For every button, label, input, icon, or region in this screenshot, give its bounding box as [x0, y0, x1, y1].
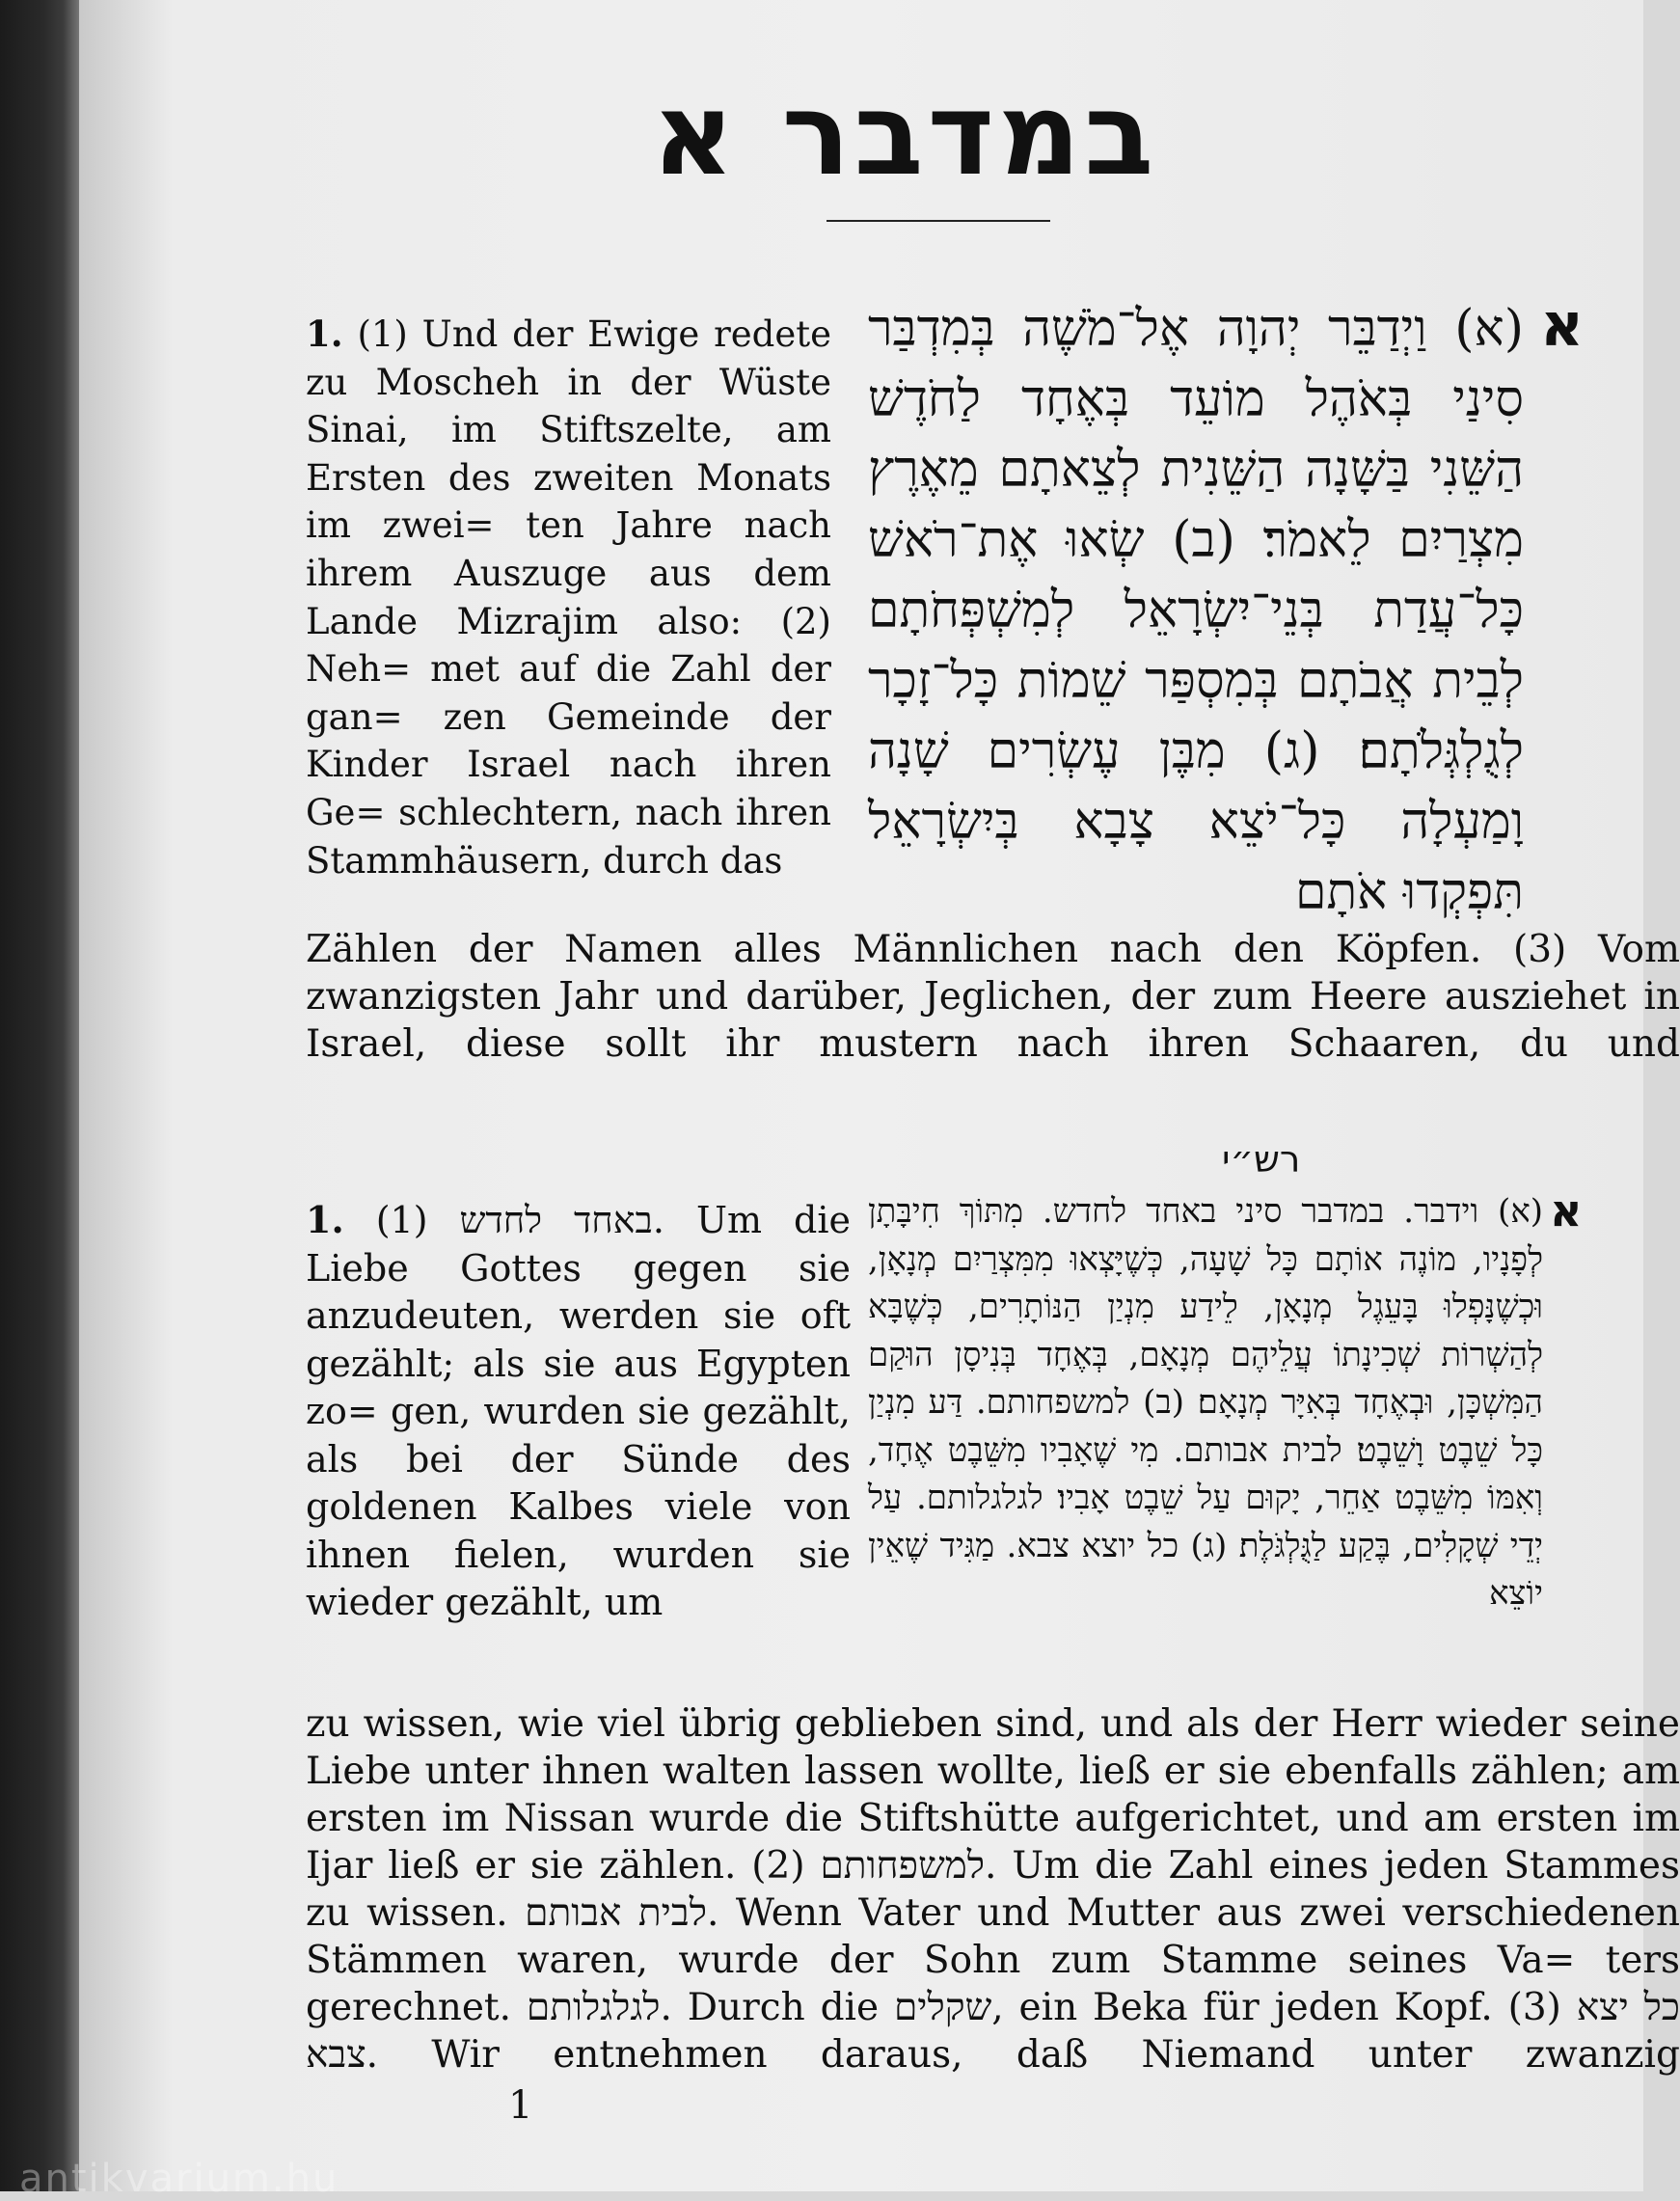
- rashi-german-text: (1) באחד לחדש. Um die Liebe Gottes gegen sie anzudeuten, werden sie oft gezählt; als sie aus Egypten zo= gen, wurden sie gezählt, als bei der Sünde des goldenen Kalbes viele von ihnen fielen, wurden sie wieder gezählt, um: [306, 1199, 852, 1623]
- page-number: 1: [508, 2083, 533, 2128]
- book-spine: [0, 0, 79, 2191]
- page-title: במדבר א: [651, 68, 1158, 201]
- rashi-heading: רש״י: [1222, 1138, 1301, 1181]
- rashi-german-continuation: zu wissen, wie viel übrig geblieben sind, und als der Herr wieder seine Liebe unter ihnen walten lassen wollte, ließ er sie ebenfalls zählen; am ersten im Nissan wurde die Stiftshütte aufgerichtet, und am ersten im Ijar ließ er sie zählen. (2) למשפחותם. Um die Zahl eines jeden Stammes zu wissen. לבית אבותם. Wenn Vater und Mutter aus zwei verschiedenen Stämmen waren, wurde der Sohn zum Stamme seines Va= ters gerechnet. לגלגלותם. Durch die שקלים, ein Beka für jeden Kopf. (3) כל יצא צבא. Wir entnehmen daraus, daß Niemand unter zwanzig: [306, 1702, 1680, 2077]
- rashi-verse-number: 1.: [306, 1198, 344, 1241]
- german-translation-column: [306, 311, 831, 884]
- book-page: [79, 0, 1680, 2191]
- watermark: antikvarium.hu: [19, 2157, 339, 2201]
- rashi-german-column: [306, 1196, 851, 1627]
- rashi-hebrew-commentary: (א) וידבר. במדבר סיני באחד לחדש. מִתּוֹךְ חִיבָּתָן לְפָנָיו, מוֹנֶה אוֹתָם כָּל שָׁעָה, כְּשֶׁיָּצְאוּ מִמִּצְרַיִם מְנָאָן, וּכְשֶׁנָּפְלוּ בָּעֵגֶל מְנָאָן, לֵידַע מִנְיַן הַנּוֹתָרִים, כְּשֶׁבָּא לְהַשְׁרוֹת שְׁכִינָתוֹ עֲלֵיהֶם מְנָאָם, בְּאֶחָד בְּנִיסָן הוּקַם הַמִּשְׁכָּן, וּבְאֶחָד בְּאִיָּר מְנָאָם׃ (ב) למשפחותם. דַּע מִנְיַן כָּל שֵׁבֶט וָשֵׁבֶט׃ לבית אבותם. מִי שֶׁאָבִיו מִשֵּׁבֶט אֶחָד, וְאִמּוֹ מִשֵּׁבֶט אַחֵר, יָקוּם עַל שֵׁבֶט אָבִיו׃ לגלגלותם. עַל יְדֵי שְׁקָלִים, בֶּקַע לַגֻּלְגֹּלֶת׃ (ג) כל יוצא צבא. מַגִּיד שֶׁאֵין יוֹצֵא: [868, 1192, 1543, 1613]
- hebrew-scripture-text: (א) וַיְדַבֵּר יְהוָה אֶל־מֹשֶׁה בְּמִדְבַּר סִינַי בְּאֹהֶל מוֹעֵד בְּאֶחָד לַחֹדֶשׁ הַשֵּׁנִי בַּשָּׁנָה הַשֵּׁנִית לְצֵאתָם מֵאֶרֶץ מִצְרַיִם לֵאמֹר׃ (ב) שְׂאוּ אֶת־רֹאשׁ כָּל־עֲדַת בְּנֵי־יִשְׂרָאֵל לְמִשְׁפְּחֹתָם לְבֵית אֲבֹתָם בְּמִסְפַּר שֵׁמוֹת כָּל־זָכָר לְגֻלְגְּלֹתָם׃ (ג) מִבֶּן עֶשְׂרִים שָׁנָה וָמַעְלָה כָּל־יֹצֵא צָבָא בְּיִשְׂרָאֵל תִּפְקְדוּ אֹתָם: [868, 300, 1524, 921]
- rashi-chapter-letter: א: [1550, 1184, 1583, 1236]
- verse-number: 1.: [306, 312, 343, 355]
- german-translation-continuation: Zählen der Namen alles Männlichen nach den Köpfen. (3) Vom zwanzigsten Jahr und darüber, Jeglichen, der zum Heere ausziehet in Israel, diese sollt ihr mustern nach ihren Schaaren, du und: [306, 928, 1680, 1066]
- chapter-letter: א: [1540, 289, 1585, 360]
- title-divider: [826, 220, 1050, 222]
- german-translation-text: (1) Und der Ewige redete zu Moscheh in der Wüste Sinai, im Stiftszelte, am Ersten des zweiten Monats im zwei= ten Jahre nach ihrem Auszuge aus dem Lande Mizrajim also: (2) Neh= met auf die Zahl der gan= zen Gemeinde der Kinder Israel nach ihren Ge= schlechtern, nach ihren Stammhäusern, durch das: [306, 313, 831, 882]
